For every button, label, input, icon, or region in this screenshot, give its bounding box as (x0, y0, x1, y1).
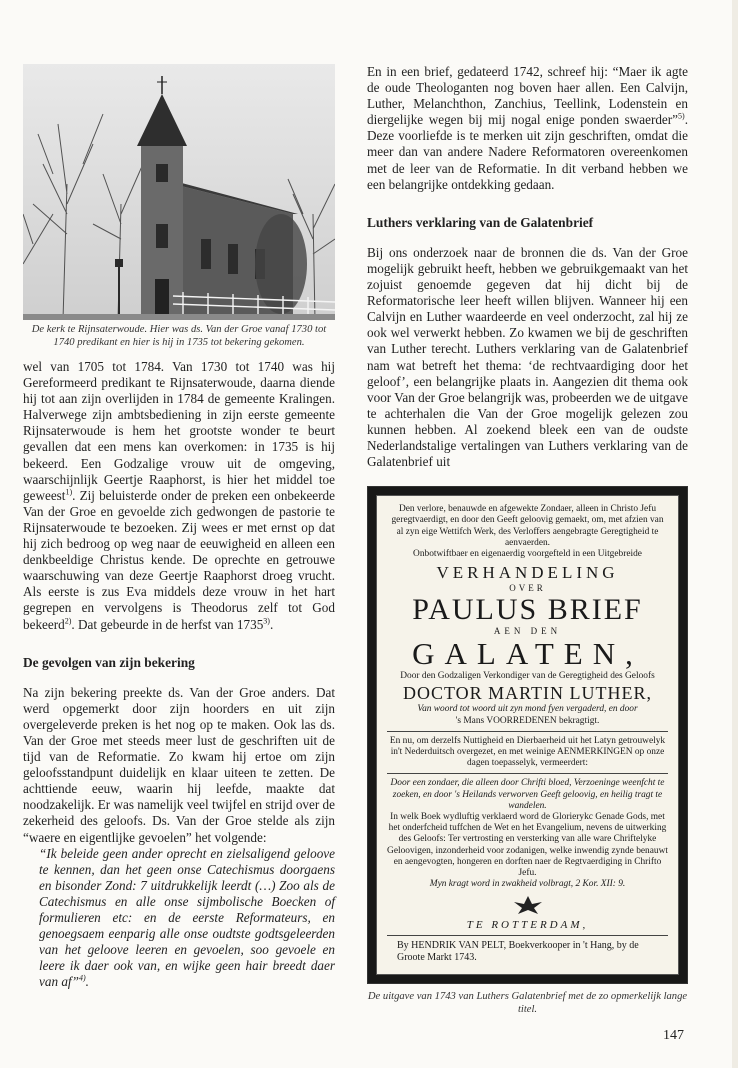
tp-line-14: In welk Boek wydluftig verklaerd word de Glorierykc Genade Gods, met het onderfcheid tuffchen de Wet en het Evangelium, nevens de uitwerking des Geloofs: Ter vertrosting en versterking van alle ware Chriftelyke Geloovigen, inzonderheid voor zodanigen, welke inwendig zynde benauwt en aengevogten, hongeren en dorften naer de Regtvaerdiging in Chrifto Jefu. (387, 812, 668, 879)
section-heading-gevolgen: De gevolgen van zijn bekering (23, 654, 195, 670)
tp-rule (387, 773, 668, 774)
tp-line-13: Door een zondaer, die alleen door Chrifti bloed, Verzoeninge weenfcht te zoeken, en door 's Heilands verworven Geeft geloovig, en heilig tragt te wandelen. (390, 778, 665, 811)
tp-over: OVER (509, 583, 546, 594)
printer-ornament-icon (508, 894, 548, 916)
tp-line-15: Myn kragt word in zwakheid volbragt, 2 Kor. XII: 9. (429, 879, 626, 890)
tp-paulus-brief: PAULUS BRIEF (412, 593, 643, 627)
tp-printer-line: By HENDRIK VAN PELT, Boekverkooper in 't Hang, by de Groote Markt 1743. (397, 940, 639, 964)
right-paragraph-2: Bij ons onderzoek naar de bronnen die ds. Van der Groe mogelijk gebruikt heeft, hebben we gebruikgemaakt van het zojuist genoemde gegeven dat hij dicht bij de Reformatorische leer heeft willen blijven. Wanneer hij een Calvijn en Luther waardeerde en veel onderzocht, zal hij ze ook wel verwerkt hebben. Zo kwamen we bij de geschriften van Luther terecht. Luthers verklaring van de Galatenbrief nam wat betreft het thema: ‘de rechtvaardiging door het geloof’, een belangrijke plaats in. Aangezien dit thema ook voor Van der Groe belangrijk was, probeerden we de uitgave te achterhalen die Van der Groe mogelijk gelezen zou kunnen hebben. Al zoekend bleek een van de oudste Nederlandstalige vertalingen van Luthers verklaring van de Galatenbrief uit (367, 244, 688, 470)
church-photo (23, 64, 335, 320)
right-paragraph-1: En in een brief, gedateerd 1742, schreef hij: “Maer ik agte de oude Theologanten nog boven haer allen. Een Calvijn, Luther, Melanchthon, Zanchius, Teellink, Lodenstein en diergelijke wegen bij mij nogal enige ponden swaerder”$^{5)}$. Deze voorliefde is te merken uit zijn geschriften, omdat die meer dan van andere Nadere Reformatoren overeenkomen met de leer van de Reformatie. In dit verband hebben we een belangrijke ontdekking gedaan. (367, 64, 688, 192)
tp-line-1: Den verlore, benauwde en afgewekte Zondaer, alleen in Christo Jefu geregtvaerdigt, en door den Geeft geloovig gemaekt, om, met afzien van al zyn eige Wettifch Werk, des Verloffers aengebragte Geregtigheid te aenvaerden. (391, 504, 664, 548)
page-edge (732, 0, 738, 1068)
left-paragraph-2: Na zijn bekering preekte ds. Van der Groe anders. Dat werd opgemerkt door zijn hoorders en uit zijn overgeleverde preken is het nog op te maken. Ook las ds. Van der Groe met steeds meer lust de geschriften uit de tijd van de Reformatie. Zo kwam hij ertoe om zijn geloofsstandpunt duidelijk en klaar uiteen te zetten. De achttiende eeuw, waarin hij leefde, maakte dat noodzakelijk. Er was namelijk veel twijfel en strijd over de zekerheid des geloofs. Ds. Van der Groe stelde als zijn “waere en eigentlijke gevoelen” het volgende: (23, 684, 336, 845)
left-column (23, 64, 335, 990)
photo-caption: De kerk te Rijnsaterwoude. Hier was ds. Van der Groe vanaf 1730 tot 1740 predikant en hier is hij in 1735 tot bekering gekomen. (31, 324, 327, 348)
quote-block: “Ik beleide geen ander oprecht en zielsaligend geloove te kennen, dan het geen onse Catechismus doorgaens en bisonder Zond: 7 uitdrukkelijk leerdt (…) Zoo als de Catechismus en alle onse sijmbolische Boecken of formulieren etc: en de eerste Reformateurs, en genoegsaem eenparig alle onse oudtste godtsgeleerden van het geloove leeren en gevoelen, soo gevoele en leere ik daer ook van, en wijke geen hair breedt daer van af”$^{4)}$. (39, 845, 335, 990)
right-column (367, 64, 688, 1016)
left-paragraph-1: wel van 1705 tot 1784. Van 1730 tot 1740 was hij Gereformeerd predikant te Rijnsaterwoude, daarna diende hij tot aan zijn overlijden in 1784 de gemeente Kralingen. Halverwege zijn ambtsbediening in zijn eerste gemeente Rijnsaterwoude is hem het grootste wonder te beurt gevallen dat een mens kan overkomen: in 1735 is hij bekeerd. Een Godzalige vrouw uit de omgeving, waarschijnlijk Geertje Raaphorst, is hier het middel toe geweest$^{1)}$. Zij beluisterde onder de preken een onbekeerde Van der Groe en gevoelde zich gedwongen de pastorie te Rijnsaterwoude te bezoeken. Zij wees er met ernst op dat hij zich bedroog op weg naar de eeuwigheid en alleen een denkbeeldige Christus kende. De oprechte en getrouwe waarschuwing van deze Geertje Raaphorst droeg vrucht. Als eerste is zus Eva middels deze vrouw in het hart gegrepen en vervolgens is Theodorus zelf tot God bekeerd$^{2)}$. Dat gebeurde in de herfst van 1735$^{3)}$. (23, 359, 335, 632)
tp-verhandeling: VERHANDELING (436, 563, 619, 583)
tp-rule (387, 731, 668, 732)
tp-galaten: GALATEN, (412, 636, 643, 672)
tp-rule (387, 935, 668, 936)
title-page-caption: De uitgave van 1743 van Luthers Galatenbrief met de zo opmerkelijk lange titel. (367, 991, 688, 1016)
tp-line-11: 's Mans VOORREDENEN bekragtigt. (455, 715, 600, 726)
tp-doctor-luther: DOCTOR MARTIN LUTHER, (402, 683, 653, 704)
tp-line-10: Van woord tot woord uit zyn mond fyen vergaderd, en door (417, 704, 638, 715)
tp-rotterdam: TE ROTTERDAM, (466, 919, 589, 932)
page-number: 147 (663, 1028, 684, 1043)
tp-line-2: Onbotwiftbaer en eigenaerdig voorgefteld in een Uitgebreide (413, 548, 642, 559)
section-heading-luther: Luthers verklaring van de Galatenbrief (367, 214, 594, 230)
tp-aen-den: AEN DEN (493, 626, 562, 637)
tp-line-12: En nu, om derzelfs Nuttigheid en Dierbaerheid uit het Latyn getrouwelyk in't Nederduitsch overgezet, en met weinige AENMERKINGEN op onze dagen toepasselyk, vermeerdert: (389, 735, 666, 769)
tp-line-8: Door den Godzaligen Verkondiger van de Geregtigheid des Geloofs (400, 671, 655, 682)
title-page (376, 495, 679, 975)
title-page-image (367, 486, 688, 984)
